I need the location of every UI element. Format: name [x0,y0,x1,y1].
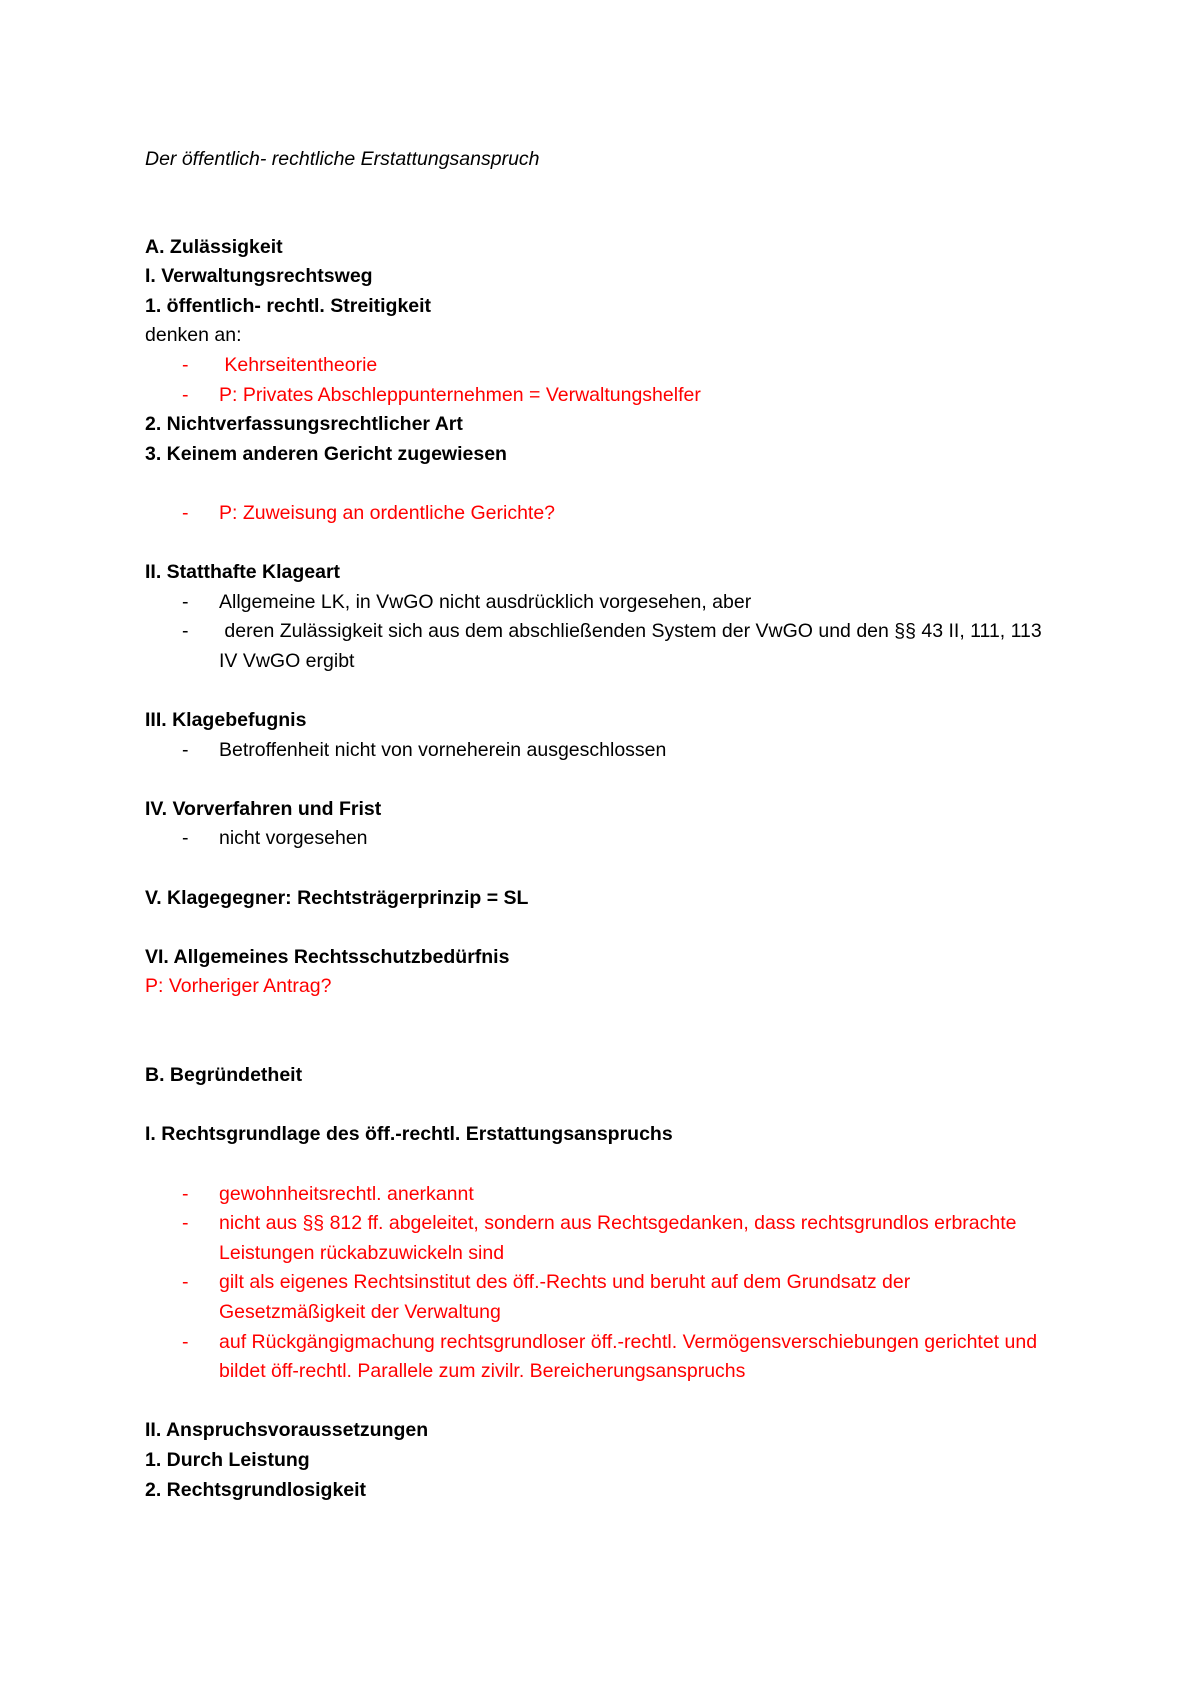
spacer [145,175,1075,233]
problem-note: P: Vorheriger Antrag? [145,975,332,998]
bullet-item [145,1209,1049,1268]
bullet-item [145,617,1049,676]
section-heading-a: A. Zulässigkeit [145,235,283,258]
bullet-dash: - [182,1271,189,1294]
spacer [145,913,1075,943]
bullet-text: auf Rückgängigmachung rechtsgrundloser öff.-rechtl. Vermögensverschiebungen gerichtet und bildet öff-rechtl. Parallele zum zivilr. Bereicherungsanspruchs [219,1330,1038,1383]
bullet-item [145,736,1075,766]
spacer [145,1002,1075,1061]
bullet-dash: - [182,590,189,613]
bullet-text: P: Zuweisung an ordentliche Gerichte? [219,501,556,524]
bullet-dash: - [182,383,189,406]
document-title: Der öffentlich- rechtliche Erstattungsanspruch [145,148,540,170]
spacer [145,1091,1075,1121]
bullet-item [145,1180,1075,1210]
item-rechtsgrundlosigkeit: 2. Rechtsgrundlosigkeit [145,1478,367,1501]
bullet-dash: - [182,1212,189,1235]
spacer [145,1387,1075,1417]
item-oeffentlich-rechtliche-streitigkeit: 1. öffentlich- rechtl. Streitigkeit [145,294,432,317]
spacer [145,1150,1075,1180]
bullet-dash: - [182,1182,189,1205]
bullet-item [145,351,1075,381]
item-keinem-anderen-gericht: 3. Keinem anderen Gericht zugewiesen [145,442,507,465]
think-of-label: denken an: [145,324,242,347]
bullet-text: gilt als eigenes Rechtsinstitut des öff.-Rechts und beruht auf dem Grundsatz der Gesetzmäßigkeit der Verwaltung [219,1271,911,1323]
subsection-heading-klagebefugnis: III. Klagebefugnis [145,709,307,732]
spacer [145,469,1075,499]
bullet-dash: - [182,1330,189,1353]
bullet-text: deren Zulässigkeit sich aus dem abschließenden System der VwGO und den §§ 43 II, 111, 113 IV VwGO ergibt [219,620,1048,672]
subsection-heading-klagegegner: V. Klagegegner: Rechtsträgerprinzip = SL [145,886,529,909]
bullet-dash: - [182,827,189,850]
subsection-heading-vorverfahren: IV. Vorverfahren und Frist [145,797,382,820]
bullet-item [145,1328,1049,1387]
bullet-item [145,499,1075,529]
bullet-text: Betroffenheit nicht von vorneherein ausgeschlossen [219,738,667,761]
item-durch-leistung: 1. Durch Leistung [145,1448,310,1471]
bullet-text: Allgemeine LK, in VwGO nicht ausdrücklich vorgesehen, aber [219,590,752,613]
bullet-text: gewohnheitsrechtl. anerkannt [219,1182,474,1205]
bullet-dash: - [182,501,189,524]
subsection-heading-verwaltungsrechtsweg: I. Verwaltungsrechtsweg [145,265,373,288]
document-content [145,145,1075,1505]
bullet-text: Kehrseitentheorie [219,353,378,376]
bullet-text: nicht aus §§ 812 ff. abgeleitet, sondern aus Rechtsgedanken, dass rechtsgrundlos erbrachte Leistungen rückabzuwickeln sind [219,1212,1017,1264]
bullet-item [145,588,1075,618]
subsection-heading-rechtsschutzbeduerfnis: VI. Allgemeines Rechtsschutzbedürfnis [145,945,510,968]
spacer [145,529,1075,559]
bullet-item [145,381,1075,411]
spacer [145,854,1075,884]
spacer [145,677,1075,707]
bullet-text: P: Privates Abschleppunternehmen = Verwaltungshelfer [219,383,701,406]
subsection-heading-anspruchsvoraussetzungen: II. Anspruchsvoraussetzungen [145,1419,429,1442]
bullet-dash: - [182,620,189,643]
subsection-heading-rechtsgrundlage: I. Rechtsgrundlage des öff.-rechtl. Erstattungsanspruchs [145,1123,673,1146]
bullet-item [145,1268,1049,1327]
bullet-item [145,824,1075,854]
subsection-heading-klageart: II. Statthafte Klageart [145,561,341,584]
section-heading-b: B. Begründetheit [145,1064,303,1087]
bullet-text: nicht vorgesehen [219,827,368,850]
item-nichtverfassungsrechtlich: 2. Nichtverfassungsrechtlicher Art [145,413,463,436]
bullet-dash: - [182,353,189,376]
spacer [145,765,1075,795]
bullet-dash: - [182,738,189,761]
